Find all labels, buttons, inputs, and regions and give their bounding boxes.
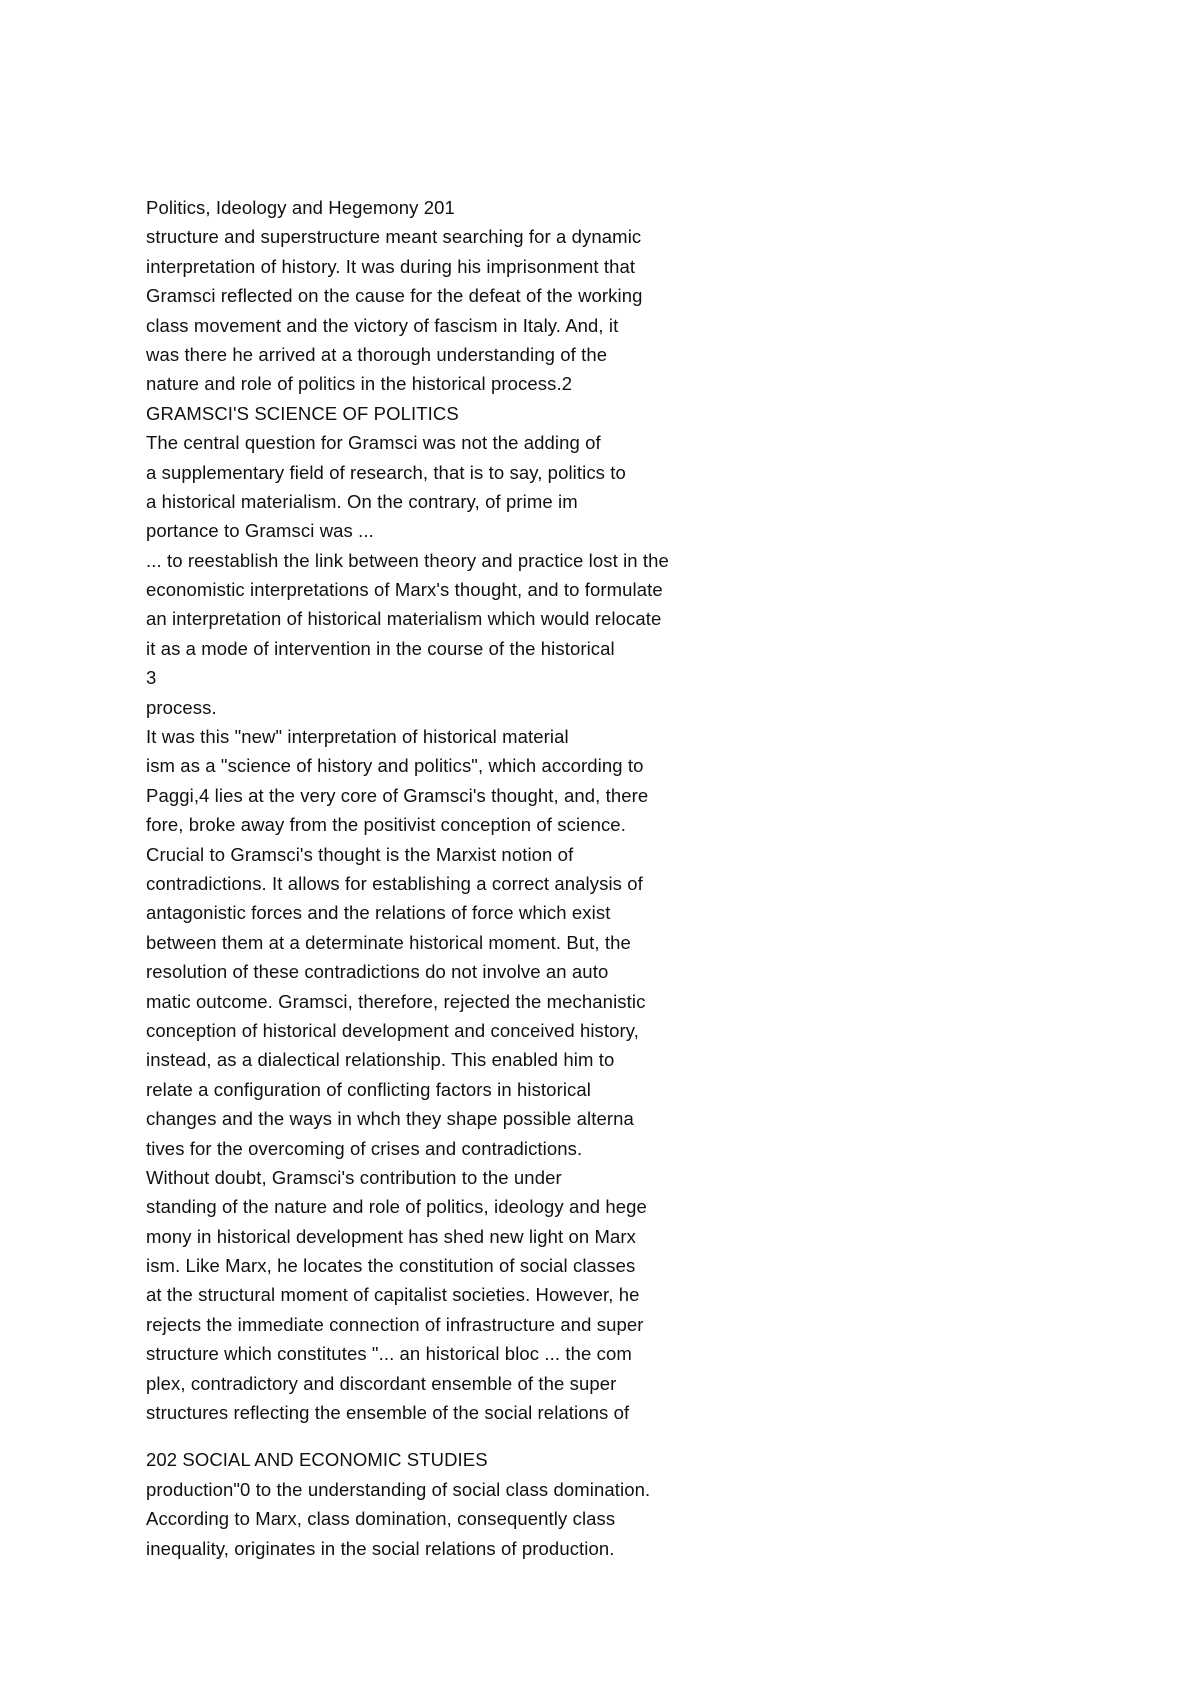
text-line: mony in historical development has shed new light on Marx xyxy=(146,1225,637,1247)
text-line: nature and role of politics in the historical process.2 xyxy=(146,373,573,395)
text-line: Crucial to Gramsci's thought is the Marxist notion of xyxy=(146,843,574,865)
text-line: inequality, originates in the social relations of production. xyxy=(146,1537,615,1559)
text-line: matic outcome. Gramsci, therefore, rejected the mechanistic xyxy=(146,990,646,1012)
text-line: rejects the immediate connection of infrastructure and super xyxy=(146,1313,644,1335)
text-line: economistic interpretations of Marx's thought, and to formulate xyxy=(146,579,663,601)
text-line: ism. Like Marx, he locates the constitution of social classes xyxy=(146,1255,636,1277)
text-line: antagonistic forces and the relations of force which exist xyxy=(146,902,611,924)
text-line: resolution of these contradictions do not involve an auto xyxy=(146,961,609,983)
text-line: portance to Gramsci was ... xyxy=(146,520,374,542)
text-line: an interpretation of historical materialism which would relocate xyxy=(146,608,662,630)
text-line: between them at a determinate historical moment. But, the xyxy=(146,931,631,953)
text-line: The central question for Gramsci was not the adding of xyxy=(146,432,601,454)
text-line: fore, broke away from the positivist conception of science. xyxy=(146,814,626,836)
text-line: changes and the ways in whch they shape possible alterna xyxy=(146,1108,634,1130)
text-line: structures reflecting the ensemble of the social relations of xyxy=(146,1402,630,1424)
text-line: a supplementary field of research, that is to say, politics to xyxy=(146,461,626,483)
text-line: it as a mode of intervention in the course of the historical xyxy=(146,637,615,659)
text-line: production"0 to the understanding of social class domination. xyxy=(146,1478,651,1500)
text-line: According to Marx, class domination, consequently class xyxy=(146,1508,616,1530)
text-line: process. xyxy=(146,696,217,718)
text-line: Paggi,4 lies at the very core of Gramsci's thought, and, there xyxy=(146,784,649,806)
text-line: structure and superstructure meant searching for a dynamic xyxy=(146,226,642,248)
text-line: conception of historical development and conceived history, xyxy=(146,1019,640,1041)
text-line: Politics, Ideology and Hegemony 201 xyxy=(146,197,455,218)
text-section-2 xyxy=(146,1445,1146,1563)
text-section-1 xyxy=(146,193,1146,1427)
text-line: a historical materialism. On the contrary, of prime im xyxy=(146,490,578,512)
text-line: contradictions. It allows for establishing a correct analysis of xyxy=(146,872,643,894)
text-line: It was this "new" interpretation of historical material xyxy=(146,726,569,748)
text-line: Without doubt, Gramsci's contribution to the under xyxy=(146,1166,562,1188)
text-line: Gramsci reflected on the cause for the defeat of the working xyxy=(146,285,643,307)
text-line: at the structural moment of capitalist societies. However, he xyxy=(146,1284,640,1306)
text-line: GRAMSCI'S SCIENCE OF POLITICS xyxy=(146,402,459,424)
text-line: instead, as a dialectical relationship. This enabled him to xyxy=(146,1049,615,1071)
text-line: plex, contradictory and discordant ensemble of the super xyxy=(146,1372,617,1394)
text-line: structure which constitutes "... an historical bloc ... the com xyxy=(146,1343,632,1365)
text-line: ... to reestablish the link between theory and practice lost in the xyxy=(146,549,669,571)
text-line: was there he arrived at a thorough understanding of the xyxy=(146,343,608,365)
text-line: 3 xyxy=(146,667,157,689)
text-line: tives for the overcoming of crises and contradictions. xyxy=(146,1137,583,1159)
text-line: interpretation of history. It was during his imprisonment that xyxy=(146,255,636,277)
text-line: 202 SOCIAL AND ECONOMIC STUDIES xyxy=(146,1449,488,1471)
text-line: class movement and the victory of fascism in Italy. And, it xyxy=(146,314,619,336)
section-gap xyxy=(146,1427,1146,1445)
text-line: standing of the nature and role of politics, ideology and hege xyxy=(146,1196,647,1218)
document-text xyxy=(146,193,1146,1563)
text-line: relate a configuration of conflicting factors in historical xyxy=(146,1078,591,1100)
text-line: ism as a "science of history and politics", which according to xyxy=(146,755,644,777)
